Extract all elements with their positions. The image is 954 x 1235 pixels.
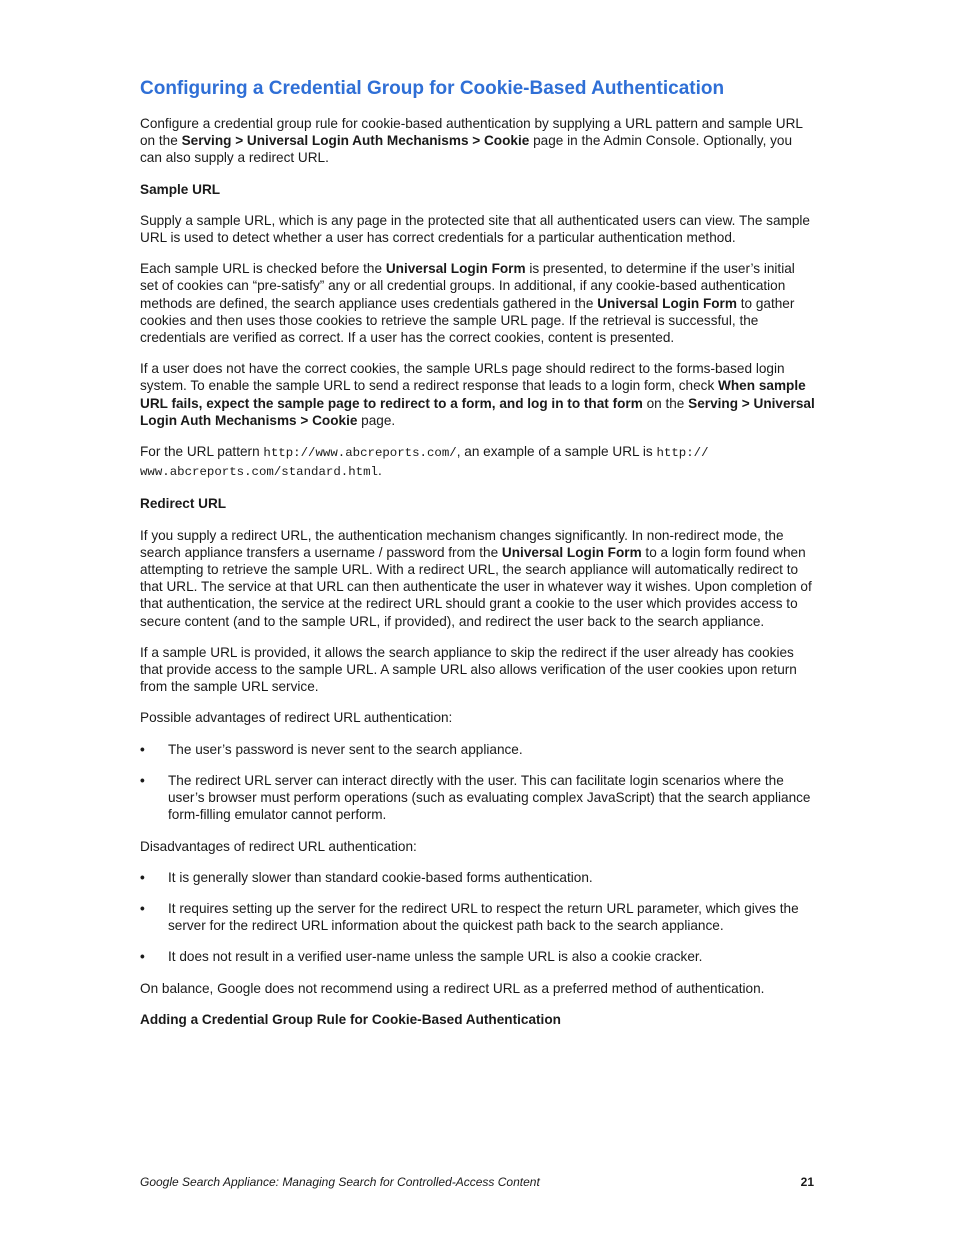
redirect1-text-2: to a login form found when attempting to retrieve the sample URL. With a redirect URL, the search appliance will automatically redirect to that URL. The service at that URL can then authenticate the user in whatever way it wishes. Upon completion of that authentication, the service at the redirect URL should grant a cookie to the user which provides access to secure content (and to the sample URL, if provided), and redirect the user back to the search appliance. bbox=[140, 544, 812, 629]
list-item bbox=[140, 900, 816, 934]
list-item-text: It does not result in a verified user-name unless the sample URL is also a cookie cracker. bbox=[168, 949, 703, 965]
intro-text-2: page in the Admin Console. Optionally, you can also supply a redirect URL. bbox=[140, 133, 793, 166]
sample2-bold-1: Universal Login Form bbox=[385, 261, 526, 277]
sample3-menu-path: Serving > Universal Login Auth Mechanisms > Cookie bbox=[140, 395, 815, 428]
list-item-text: It requires setting up the server for the redirect URL to respect the return URL parameter, which gives the server for the redirect URL information about the quickest path back to the search appliance. bbox=[168, 900, 799, 934]
sample2-bold-2: Universal Login Form bbox=[597, 295, 737, 311]
bullet-icon: • bbox=[140, 869, 145, 885]
sample3-text-2: on the bbox=[642, 395, 689, 411]
advantages-list bbox=[140, 741, 816, 824]
disadvantages-list bbox=[140, 869, 816, 966]
bullet-icon: • bbox=[140, 741, 145, 757]
sample-url-paragraph-4 bbox=[140, 443, 816, 481]
list-item bbox=[140, 772, 816, 824]
list-item-text: It is generally slower than standard cookie-based forms authentication. bbox=[168, 869, 593, 885]
footer-document-title: Google Search Appliance: Managing Search for Controlled-Access Content bbox=[140, 1175, 540, 1189]
sample-url-heading: Sample URL bbox=[140, 181, 221, 197]
advantages-intro: Possible advantages of redirect URL authentication: bbox=[140, 710, 453, 726]
sample2-text-3: to gather cookies and then uses those cookies to retrieve the sample URL page. If the retrieval is successful, the credentials are verified as correct. If a user has the correct cookies, content is presented. bbox=[140, 295, 795, 346]
page-footer bbox=[140, 1174, 814, 1190]
list-item-text: The redirect URL server can interact directly with the user. This can facilitate login scenarios where the user’s browser must perform operations (such as evaluating complex JavaScript) that the search appliance form-filling emulator cannot perform. bbox=[168, 772, 811, 823]
sample-url-paragraph-2 bbox=[140, 260, 816, 346]
url-pattern-code: http://www.abcreports.com/ bbox=[263, 446, 457, 461]
sample2-text-1: Each sample URL is checked before the bbox=[140, 261, 386, 277]
redirect-url-heading: Redirect URL bbox=[140, 496, 227, 512]
sample4-text-2: , an example of a sample URL is bbox=[456, 444, 657, 460]
sample3-text-1: If a user does not have the correct cookies, the sample URLs page should redirect to the forms-based login system. To enable the sample URL to send a redirect response that leads to a login form, check bbox=[140, 361, 785, 394]
redirect1-bold-1: Universal Login Form bbox=[501, 544, 642, 560]
list-item bbox=[140, 869, 816, 886]
balance-paragraph: On balance, Google does not recommend using a redirect URL as a preferred method of authentication. bbox=[140, 980, 765, 996]
redirect1-text-1: If you supply a redirect URL, the authentication mechanism changes significantly. In non-redirect mode, the search appliance transfers a username / password from the bbox=[140, 527, 784, 560]
sample3-option-label: When sample URL fails, expect the sample page to redirect to a form, and log in to that form bbox=[140, 378, 806, 411]
sample4-text-1: For the URL pattern bbox=[140, 444, 264, 460]
bullet-icon: • bbox=[140, 949, 145, 965]
list-item-text: The user’s password is never sent to the search appliance. bbox=[168, 741, 523, 757]
intro-paragraph bbox=[140, 115, 816, 167]
sample-url-code-part-2: www.abcreports.com/standard.html bbox=[140, 465, 378, 480]
redirect-url-paragraph-2: If a sample URL is provided, it allows the search appliance to skip the redirect if the user already has cookies that provide access to the sample URL. A sample URL also allows verification of the user cookies upon return from the sample URL service. bbox=[140, 644, 797, 695]
page-number: 21 bbox=[800, 1175, 814, 1189]
sample4-text-3: . bbox=[377, 463, 382, 479]
bullet-icon: • bbox=[140, 772, 145, 788]
sample-url-paragraph-1: Supply a sample URL, which is any page in the protected site that all authenticated users can view. The sample URL is used to detect whether a user has correct credentials for a particular authentication method. bbox=[140, 212, 810, 246]
adding-rule-heading: Adding a Credential Group Rule for Cookie-Based Authentication bbox=[140, 1011, 561, 1027]
sample3-text-3: page. bbox=[357, 412, 396, 428]
list-item bbox=[140, 948, 816, 965]
list-item bbox=[140, 741, 816, 758]
intro-text-1: Configure a credential group rule for cookie-based authentication by supplying a URL pattern and sample URL on the bbox=[140, 116, 803, 149]
sample-url-paragraph-3 bbox=[140, 360, 816, 429]
disadvantages-intro: Disadvantages of redirect URL authentication: bbox=[140, 838, 417, 854]
section-heading: Configuring a Credential Group for Cookie-Based Authentication bbox=[140, 78, 725, 99]
sample2-text-2: is presented, to determine if the user’s initial set of cookies can “pre-satisfy” any or all credential groups. In additional, if any cookie-based authentication methods are defined, the search appliance uses credentials gathered in the bbox=[140, 261, 795, 311]
document-page bbox=[140, 76, 816, 1042]
intro-menu-path: Serving > Universal Login Auth Mechanisms > Cookie bbox=[181, 133, 530, 149]
bullet-icon: • bbox=[140, 900, 145, 916]
sample-url-code-part-1: http:// bbox=[656, 446, 709, 461]
redirect-url-paragraph-1 bbox=[140, 527, 816, 630]
